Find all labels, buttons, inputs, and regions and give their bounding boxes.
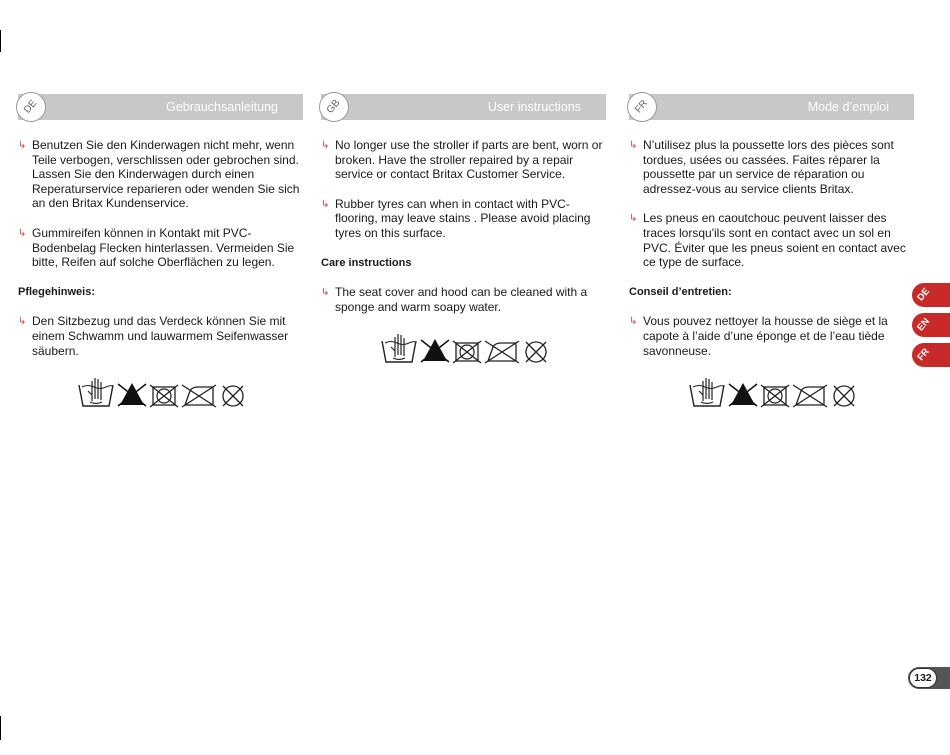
- section-header: [18, 94, 303, 120]
- no-ironing-icon: [485, 341, 519, 363]
- side-tab-de[interactable]: DE: [912, 283, 950, 307]
- care-symbols: [78, 373, 303, 417]
- arrow-bullet-icon: ↳: [18, 140, 27, 151]
- crop-mark-bottom: [0, 716, 1, 740]
- no-bleach-icon: [421, 339, 449, 362]
- bullet-item: ↳ Gummireifen können in Kontakt mit PVC-Bodenbelag Flecken hinterlassen. Vermeiden Sie bitte, Reifen auf solche Oberflächen zu legen.: [18, 225, 295, 270]
- arrow-bullet-icon: ↳: [321, 140, 330, 151]
- arrow-bullet-icon: ↳: [629, 140, 638, 151]
- bullet-item: ↳ The seat cover and hood can be cleaned with a sponge and warm soapy water.: [321, 285, 588, 314]
- no-dry-clean-icon: [223, 386, 243, 406]
- arrow-bullet-icon: ↳: [18, 227, 27, 239]
- bullet-item: ↳ Vous pouvez nettoyer la housse de siège et la capote à l’aide d’une éponge et de l’eau tiède savonneuse.: [629, 314, 888, 358]
- hand-wash-icon: [79, 378, 113, 406]
- no-tumble-dry-icon: [453, 341, 481, 363]
- no-tumble-dry-icon: [761, 385, 789, 407]
- section-header: [629, 94, 914, 120]
- no-ironing-icon: [182, 385, 216, 407]
- page-number: 132: [909, 668, 937, 688]
- column-gb: [321, 94, 606, 373]
- section-title: User instructions: [487, 100, 581, 114]
- section-header: [321, 94, 606, 120]
- no-ironing-icon: [793, 385, 827, 407]
- care-subheading: Care instructions: [321, 256, 412, 269]
- arrow-bullet-icon: ↳: [18, 316, 27, 328]
- hand-wash-icon: [382, 334, 416, 362]
- care-symbols: [689, 373, 914, 417]
- care-subheading: Pflegehinweis:: [18, 285, 96, 298]
- section-title: Gebrauchsanleitung: [166, 100, 278, 114]
- side-tab-en[interactable]: EN: [912, 313, 950, 337]
- arrow-bullet-icon: ↳: [629, 316, 638, 328]
- bullet-item: ↳ No longer use the stroller if parts are bent, worn or broken. Have the stroller repaired by a repair service or contact Britax Customer Service.: [321, 138, 603, 182]
- no-dry-clean-icon: [526, 342, 546, 362]
- arrow-bullet-icon: ↳: [321, 287, 330, 299]
- care-subheading: Conseil d’entretien:: [629, 285, 732, 298]
- page-number-tab: [908, 667, 950, 689]
- no-tumble-dry-icon: [150, 385, 178, 407]
- language-badge: FR: [627, 92, 657, 122]
- no-bleach-icon: [118, 383, 146, 406]
- column-fr: [629, 94, 914, 417]
- no-dry-clean-icon: [834, 386, 854, 406]
- arrow-bullet-icon: ↳: [321, 198, 330, 210]
- column-de: [18, 94, 303, 417]
- hand-wash-icon: [690, 378, 724, 406]
- care-symbols: [381, 329, 606, 373]
- bullet-item: ↳ Rubber tyres can when in contact with PVC-flooring, may leave stains . Please avoid placing tyres on this surface.: [321, 196, 591, 240]
- section-title: Mode d’emploi: [807, 100, 889, 114]
- language-badge: DE: [16, 92, 46, 122]
- arrow-bullet-icon: ↳: [629, 213, 638, 225]
- side-tab-fr[interactable]: FR: [912, 343, 950, 367]
- bullet-item: ↳ Den Sitzbezug und das Verdeck können Sie mit einem Schwamm und lauwarmem Seifenwasser säubern.: [18, 314, 289, 358]
- crop-mark-top: [0, 30, 1, 52]
- bullet-item: ↳ N’utilisez plus la poussette lors des pièces sont tordues, usées ou cassées. Faites réparer la poussette par un service de réparation ou adressez-vous au service clients Britax.: [629, 138, 894, 196]
- no-bleach-icon: [729, 383, 757, 406]
- language-badge: GB: [319, 92, 349, 122]
- bullet-item: ↳ Benutzen Sie den Kinderwagen nicht mehr, wenn Teile verbogen, verschlissen oder gebrochen sind. Lassen Sie den Kinderwagen durch einen Reperaturservice reparieren oder wenden Sie sich an den Britax Kundenservice.: [18, 138, 300, 211]
- bullet-item: ↳ Les pneus en caoutchouc peuvent laisser des traces lorsqu'ils sont en contact avec un sol en PVC. Éviter que les pneus soient en contact avec ce type de surface.: [629, 211, 906, 270]
